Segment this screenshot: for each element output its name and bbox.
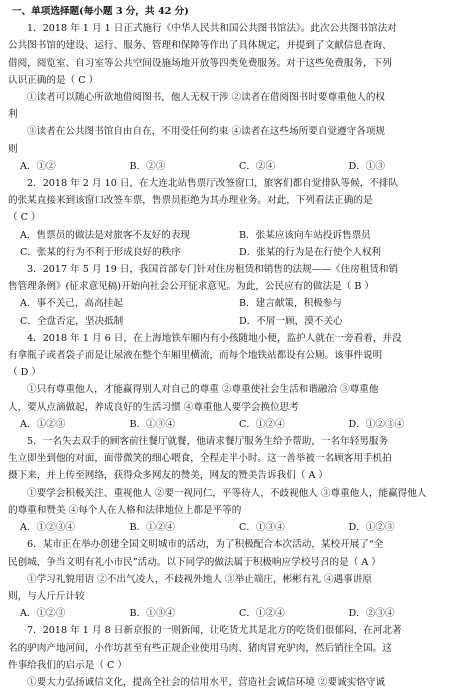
- question-text-line: 生立即坐到他的对面，面带微笑的细心喂食，全程走半小时。这一善举被一名顾客用手机拍: [8, 453, 392, 465]
- option-c: C．①②④: [239, 418, 285, 430]
- question-text-line: 6．某市正在举办创建全国文明城市的活动，为了积极配合本次活动，某校开展了“全: [27, 539, 384, 551]
- statement-line: 的尊重和赞美 ④每个人在人格和法律地位上都是平等的: [8, 504, 242, 516]
- option-c: C．全盘否定，坚决抵制: [20, 315, 124, 327]
- option-b: B．①③④: [129, 608, 175, 620]
- option-b: B．建言献策，积极参与: [239, 298, 342, 310]
- question-text-line: （ D ）: [8, 367, 41, 379]
- question-text-line: 3．2017 年 5 月 19 日，我国首部专门针对住房租赁和销售的法规——《住房租赁和销: [27, 264, 399, 276]
- question-text-line: 摄下来，并上传至网络，获得众多网友的赞美，网友的赞美告诉我们（ A ）: [8, 470, 329, 482]
- question-text-line: 公共图书馆的建设、运行、服务、管理和保障等作出了具体规定，并提到了文献信息查询、: [8, 40, 392, 52]
- statement-line: 则，与人斤斤计较: [8, 590, 85, 602]
- answer-options: [8, 313, 458, 330]
- answer-options: [8, 416, 458, 433]
- option-b: B．②③: [129, 160, 166, 172]
- option-c: C．①②④: [239, 608, 285, 620]
- option-c: C．②④: [239, 160, 276, 172]
- question-text-line: 有拿瓶子或者袋子而是让尿液在整个车厢里横流，而每个地铁站都设有公厕。该事件说明: [8, 350, 383, 362]
- option-a: A．①②: [20, 160, 56, 172]
- option-a: A．事不关己，高高挂起: [20, 298, 123, 310]
- statement-line: ①学习礼貌用语 ②不出气凌人，不歧视外地人 ③举止端庄，彬彬有礼 ④遇事讲原: [27, 573, 372, 585]
- statement-line: ①要大力弘扬诚信文化，提高全社会的信用水平，营造社会诚信环境 ②要诚实恪守诚: [27, 676, 386, 688]
- question-text-line: 1．2018 年 1 月 1 日正式施行《中华人民共和国公共图书馆法》。此次公共图书馆法对: [27, 23, 397, 35]
- option-a: A．①②③: [20, 418, 66, 430]
- option-d: D．①②③④: [348, 418, 405, 430]
- option-b: B．①②④: [129, 522, 175, 534]
- option-a: A．①②③: [20, 608, 66, 620]
- statement-line: ③读者在公共图书馆自由自在，不用受任何约束 ④读者在这些场所要自觉遵守各项规: [27, 126, 386, 138]
- question-3: [8, 261, 458, 330]
- question-7: [8, 622, 458, 691]
- answer-options: [8, 158, 458, 175]
- statement-line: 人，要从点滴做起，养成良好的生活习惯 ④尊重他人要学会换位思考: [8, 401, 299, 413]
- option-d: D．张某的行为是在行使个人权利: [239, 246, 382, 258]
- option-d: D．②③④: [348, 608, 395, 620]
- option-d: D．①③: [348, 160, 385, 172]
- question-text-line: 7．2018 年 1 月 8 日新京报的一则新闻，让吃货尤其是北方的吃货们很郁闷，在河北著: [27, 625, 402, 637]
- option-d: D．不屑一顾，漠不关心: [239, 315, 343, 327]
- question-text-line: 借阅，阅览室、自习室等公共空间设施场地开放等四类免费服务。对于这些免费服务，下列: [8, 57, 392, 69]
- question-text-line: 2．2018 年 2 月 10 日，在大连北站售票厅改签窗口，旅客们都自觉排队等候，不排队: [27, 178, 399, 190]
- option-c: C．①③④: [239, 522, 285, 534]
- statement-line: ①读者可以随心所欲地借阅图书，他人无权干涉 ②读者在借阅图书时要尊重他人的权: [27, 92, 386, 104]
- question-text-line: 名的驴肉产地河间，小作坊甚至有些正规企业使用马肉、猪肉冒充驴肉，然后销往全国。这: [8, 642, 392, 654]
- question-text-line: （ C ）: [8, 212, 41, 224]
- answer-options: [8, 295, 458, 312]
- option-d: D．①②③: [348, 522, 395, 534]
- option-a: A．售票员的做法是对旅客不友好的表现: [20, 229, 191, 241]
- statement-line: 则: [8, 143, 18, 155]
- question-5: [8, 433, 458, 536]
- question-text-line: 售管理条例》(征求意见稿)开始向社会公开征求意见。为此，公民应有的做法是（ B ）: [8, 281, 375, 293]
- section-title: 一、单项选择题(每小题 3 分，共 42 分): [12, 6, 189, 17]
- question-text-line: 的张某直接来到该窗口改签车票，售票员拒绝为其办理业务。对此，下列看法正确的是: [8, 195, 373, 207]
- option-b: B．①③④: [129, 418, 175, 430]
- question-2: [8, 175, 458, 261]
- question-6: [8, 536, 458, 622]
- option-c: C．张某的行为不利于形成良好的秩序: [20, 246, 181, 258]
- answer-options: [8, 519, 458, 536]
- statement-line: ①只有尊重他人，才能赢得别人对自己的尊重 ②尊重使社会生活和谐融洽 ③尊重他: [27, 384, 379, 396]
- question-1: [8, 20, 458, 175]
- answer-options: [8, 605, 458, 622]
- statement-line: ①要学会积极关注、重视他人 ②要一视同仁，平等待人，不歧视他人 ③尊重他人，能赢得他人: [27, 487, 427, 499]
- question-text-line: 认识正确的是（ C ）: [8, 74, 99, 86]
- answer-options: [8, 227, 458, 244]
- option-a: A．①②③④: [20, 522, 75, 534]
- statement-line: 利: [8, 109, 18, 121]
- question-4: [8, 330, 458, 433]
- question-text-line: 民创城，争当文明有礼小市民”活动。以下同学的做法属于积极响应学校号召的是（ A ）: [8, 556, 381, 568]
- question-text-line: 5．一名失去双手的顾客前往餐厅就餐，他请求餐厅服务生给予帮助，一名年轻男服务: [27, 436, 389, 448]
- question-text-line: 件事给我们的启示是（ C ）: [8, 659, 127, 671]
- question-text-line: 4．2018 年 1 月 6 日，在上海地铁车厢内有小孩随地小便，监护人就在一旁看着，并没: [27, 332, 402, 344]
- answer-options: [8, 244, 458, 261]
- option-b: B．张某应该向车站投诉售票员: [239, 229, 371, 241]
